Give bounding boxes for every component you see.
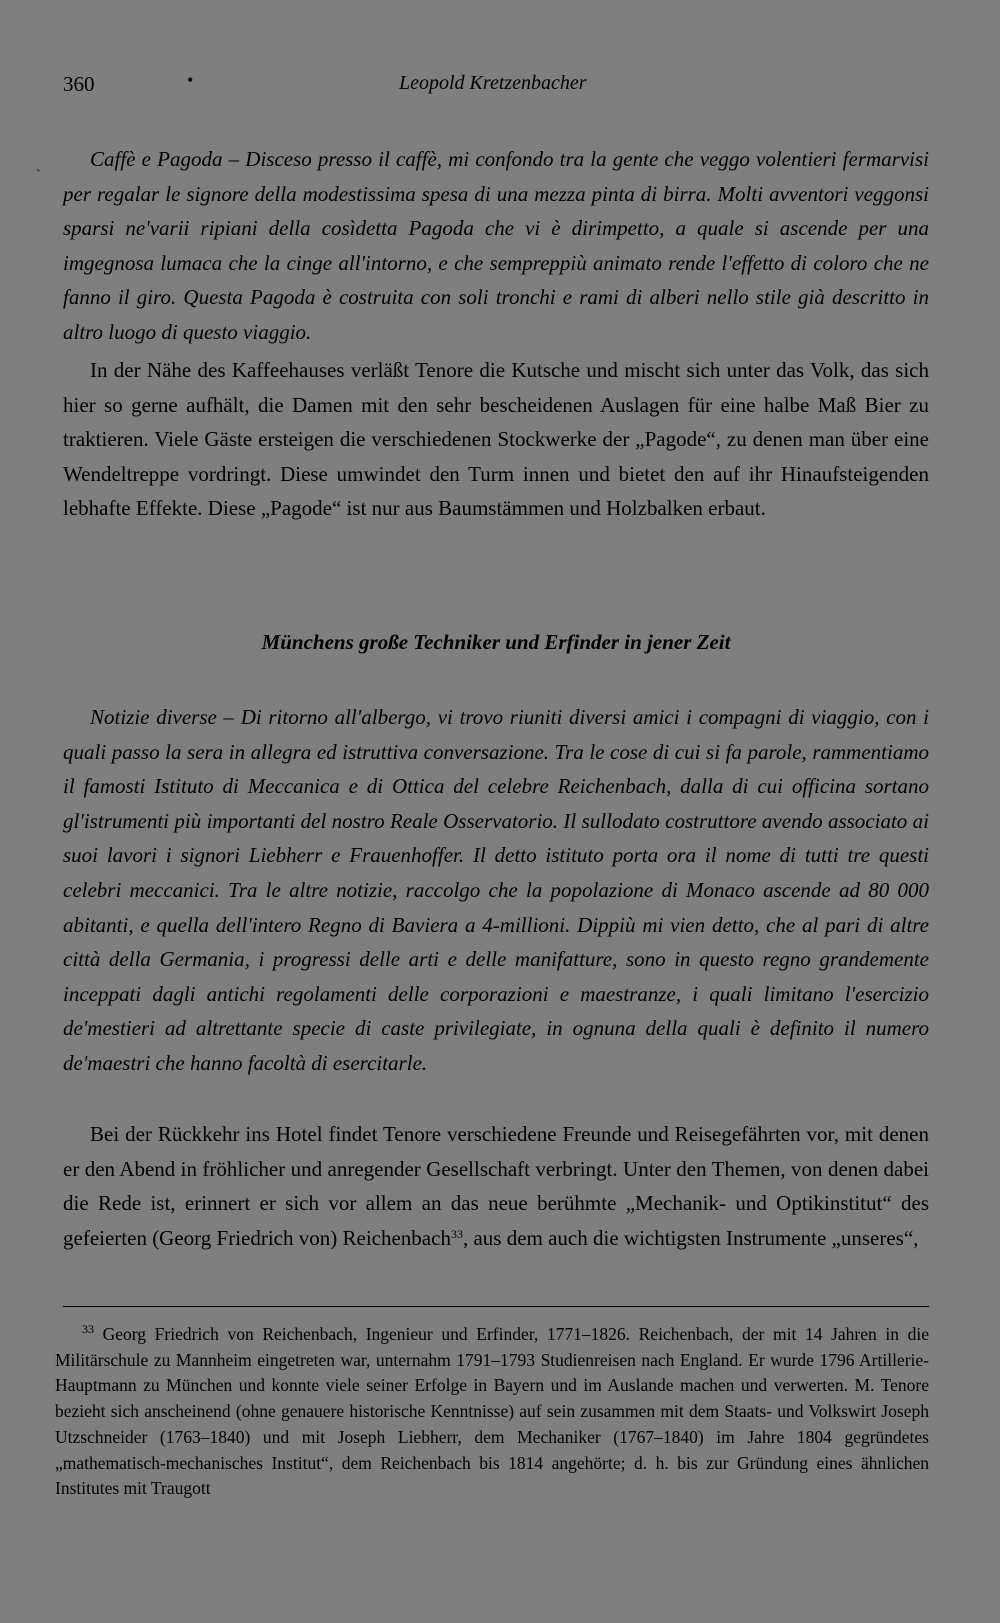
section-heading: Münchens große Techniker und Erfinder in jener Zeit [261,630,731,654]
quote-text: Di ritorno all'albergo, vi trovo riuniti diversi amici i compagni di viaggio, con i quali passo la sera in allegra ed istruttiva conversazione. Tra le cose di cui si fa parole, rammentiamo il famosti Istituto di Meccanica e di Ottica del celebre Reichenbach, dalla di cui officina sortano gl'istrumenti più importanti del nostro Reale Osservatorio. Il sullodato costruttore avendo associato ai suoi lavori i signori Liebherr e Frauenhoffer. Il detto istituto porta ora il nome di tutti tre questi celebri meccanici. Tra le altre notizie, raccolgo che la popolazione di Monaco ascende ad 80 000 abitanti, e quella dell'intero Regno di Baviera a 4-millioni. Dippiù mi vien detto, che al pari di altre città della Germania, i progressi delle arti e delle manifatture, sono in questo regno grandemente inceppati dagli antichi regolamenti delle corporazioni e maestranze, i quali limitano l'esercizio de'mestieri ad altrettante specie di caste privilegiate, in ognuna della quali è definito il numero de'maestri che hanno facoltà di esercitarle. [63,705,929,1075]
footnote-separator [63,1306,929,1307]
footnote [55,1322,929,1502]
page-number: 360 [63,72,95,96]
quote-lead: Notizie diverse – [90,705,235,729]
paragraph-text-end: , aus dem auch die wichtigsten Instrumente „unseres“, [462,1225,919,1250]
margin-mark: ` [36,168,41,183]
running-head: Leopold Kretzenbacher [399,72,587,94]
german-paragraph-pagode: In der Nähe des Kaffeehauses verläßt Tenore die Kutsche und mischt sich unter das Volk, das sich hier so gerne aufhält, die Damen mit den sehr bescheidenen Auslagen für eine halbe Maß Bier zu traktieren. Viele Gäste ersteigen die verschiedenen Stockwerke der „Pagode“, zu denen man über eine Wendeltreppe vordringt. Diese umwindet den Turm innen und bietet den auf ihr Hinaufsteigenden lebhafte Effekte. Diese „Pagode“ ist nur aus Baumstämmen und Holzbalken erbaut. [63,358,929,520]
footnote-text: Georg Friedrich von Reichenbach, Ingenieur und Erfinder, 1771–1826. Reichenbach, der mit 14 Jahren in die Militärschule zu Mannheim eingetreten war, unternahm 1791–1793 Studienreisen nach England. Er wurde 1796 Artillerie-Hauptmann zu München und konnte viele seiner Erfolge in Bayern und im Auslande machen und verwerten. M. Tenore bezieht sich anscheinend (ohne genauere historische Kenntnisse) auf sein zusammen mit dem Staats- und Volkswirt Joseph Utzschneider (1763–1840) und mit Joseph Liebherr, dem Mechaniker (1767–1840) im Jahre 1804 gegründetes „mathematisch-mechanisches Institut“, dem Reichenbach bis 1814 angehörte; d. h. bis zur Gründung eines ähnlichen Institutes mit Traugott [55,1324,929,1499]
footnote-number: 33 [82,1322,94,1336]
page-header [63,72,943,106]
italian-quote-notizie [63,700,929,1081]
quote-text: Disceso presso il caffè, mi confondo tra la gente che veggo volentieri fermarvisi per regalar le signore della modestissima spesa di una mezza pinta di birra. Molti avventori veggonsi sparsi ne'varii ripiani della cosìdetta Pagoda che vi è dirimpetto, a quale si ascende per una imgegnosa lumaca che la cinge all'intorno, e che sempreppiù animato rende l'effetto di coloro che ne fanno il giro. Questa Pagoda è costruita con soli tronchi e rami di alberi nello stile già descritto in altro luogo di questo viaggio. [63,147,929,344]
footnote-reference[interactable]: 33 [450,1226,463,1241]
quote-lead: Caffè e Pagoda – [90,147,240,171]
header-dot: • [187,70,194,90]
italian-quote-caffe-pagoda [63,142,929,349]
paragraph-text: Bei der Rückkehr ins Hotel findet Tenore verschiedene Freunde und Reisegefährten vor, mit denen er den Abend in fröhlicher und anregender Gesellschaft verbringt. Unter den Themen, von denen dabei die Rede ist, erinnert er sich vor allem an das neue berühmte „Mechanik- und Optikinstitut“ des gefeierten (Georg Friedrich von) Reichenbach [63,1122,929,1250]
german-paragraph-reichenbach [63,1117,929,1255]
